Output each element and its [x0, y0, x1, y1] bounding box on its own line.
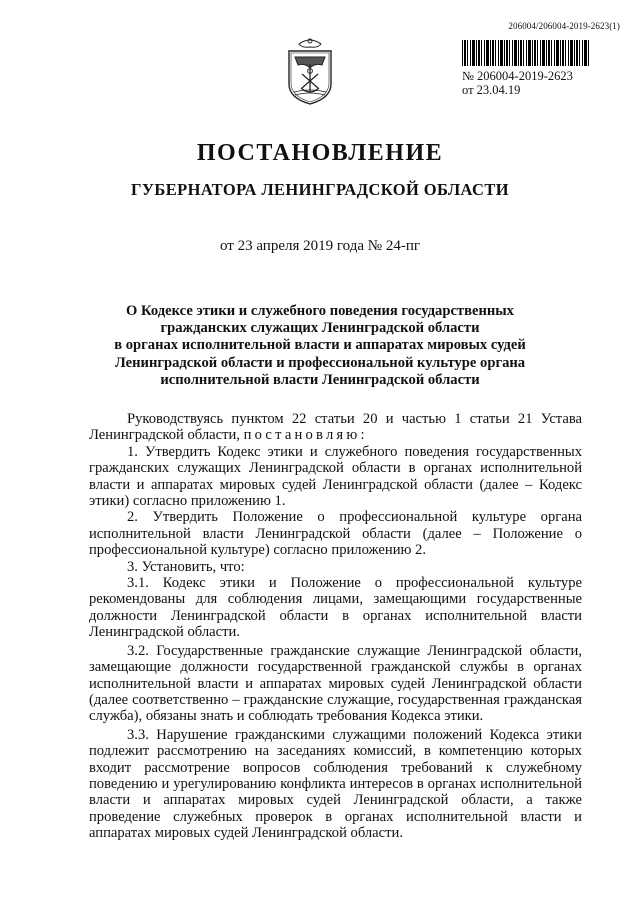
paragraph-3-3: 3.3. Нарушение гражданскими служащими положений Кодекса этики подлежит рассмотрению на заседаниях комиссий, в компетенцию которых входит рассмотрение вопросов соблюдения требований к служебному поведению и урегулированию конфликта интересов в органах исполнительной власти и аппаратах мировых судей Ленинградской области, а также проведение служебных проверок в органах исполнительной власти и аппаратах мировых судей Ленинградской области. — [89, 726, 582, 842]
barcode — [462, 40, 590, 66]
preamble-paragraph — [89, 411, 582, 444]
document-heading — [100, 303, 540, 389]
preamble-text: Руководствуясь пунктом 22 статьи 20 и частью 1 статьи 21 Устава Ленинградской области, — [89, 411, 582, 444]
paragraph-3-1: 3.1. Кодекс этики и Положение о профессиональной культуре рекомендованы для соблюдения лицами, замещающими государственные должности Ленинградской области в органах исполнительной власти Ленинградской области. — [89, 575, 582, 641]
registration-date: от 23.04.19 — [462, 83, 521, 97]
document-title: ПОСТАНОВЛЕНИЕ — [196, 140, 444, 166]
document-date-line: от 23 апреля 2019 года № 24-пг — [219, 238, 420, 254]
heading-line: Ленинградской области и профессиональной культуре органа — [114, 354, 526, 371]
decree-word: постановляю: — [243, 427, 368, 444]
paragraph-3: 3. Установить, что: — [127, 558, 245, 575]
paragraph-2: 2. Утвердить Положение о профессиональной культуре органа исполнительной власти Ленинградской области (далее – Положение о профессиональной культуре) согласно приложению 2. — [89, 509, 582, 559]
coat-of-arms-emblem — [285, 34, 335, 106]
heading-line: в органах исполнительной власти и аппаратах мировых судей — [114, 337, 526, 354]
document-subtitle: ГУБЕРНАТОРА ЛЕНИНГРАДСКОЙ ОБЛАСТИ — [130, 180, 509, 199]
registration-block — [462, 69, 573, 97]
heading-line: О Кодексе этики и служебного поведения государственных — [126, 303, 514, 319]
paragraph-3-2: 3.2. Государственные гражданские служащие Ленинградской области, замещающие должности государственной гражданской службы в органах исполнительной власти и аппаратах мировых судей Ленинградской области (далее соответственно – гражданские служащие, государственная гражданская служба), обязаны знать и соблюдать требования Кодекса этики. — [89, 642, 582, 725]
document-code: 206004/206004-2019-2623(1) — [508, 21, 620, 31]
registration-number: № 206004-2019-2623 — [462, 69, 573, 83]
document-body — [89, 411, 582, 842]
heading-line: исполнительной власти Ленинградской области — [160, 371, 480, 388]
heading-line: гражданских служащих Ленинградской области — [160, 320, 480, 337]
paragraph-1: 1. Утвердить Кодекс этики и служебного поведения государственных гражданских служащих Ленинградской области в органах исполнительной власти и аппаратах мировых судей Ленинградской области (далее – Кодекс этики) согласно приложению 1. — [89, 443, 582, 510]
